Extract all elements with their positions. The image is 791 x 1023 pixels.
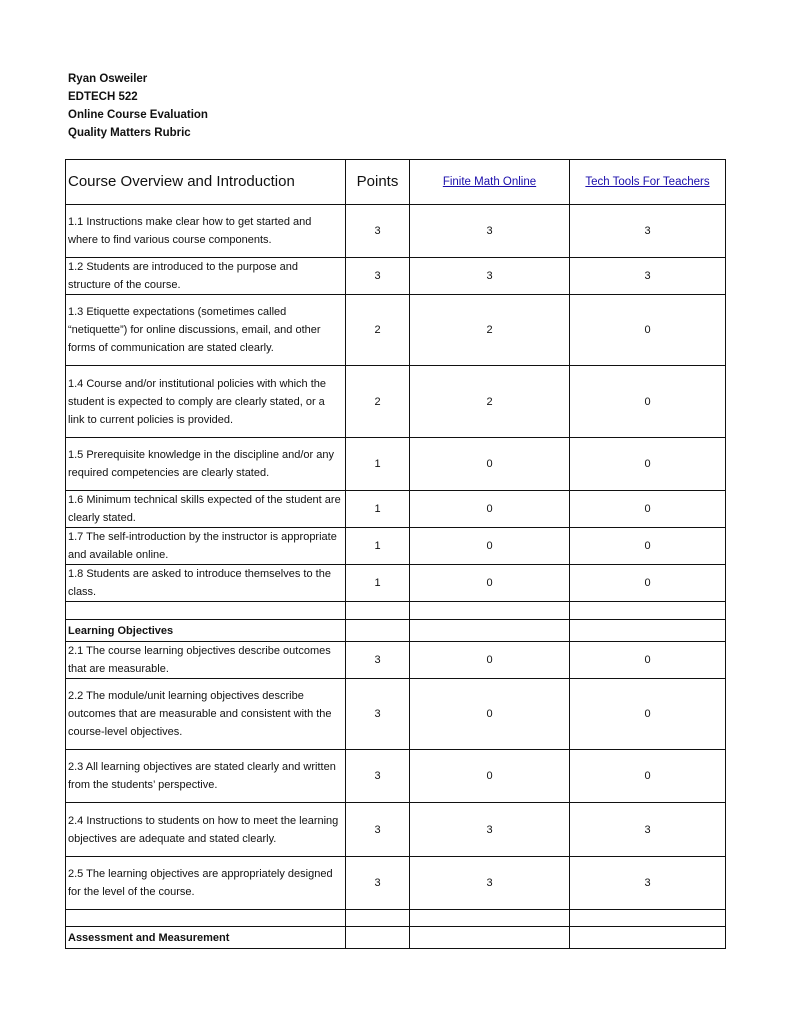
course-b-score: 3 [570, 803, 726, 857]
table-row [66, 438, 726, 491]
criterion-text: 2.3 All learning objectives are stated clearly and written from the students’ perspective. [66, 750, 346, 803]
points-value: 2 [346, 366, 410, 438]
table-row [66, 679, 726, 750]
assignment-title: Online Course Evaluation [68, 109, 208, 121]
section-title-course-overview: Course Overview and Introduction [66, 160, 346, 205]
table-row [66, 642, 726, 679]
points-value: 3 [346, 205, 410, 258]
criterion-text: 1.8 Students are asked to introduce themselves to the class. [66, 565, 346, 602]
course-a-score: 3 [410, 857, 570, 910]
header-row [66, 160, 726, 205]
table-row [66, 565, 726, 602]
course-b-score: 0 [570, 679, 726, 750]
criterion-text: 1.3 Etiquette expectations (sometimes called “netiquette”) for online discussions, email, and other forms of communication are stated clearly. [66, 295, 346, 366]
course-a-score: 0 [410, 750, 570, 803]
points-value: 1 [346, 565, 410, 602]
points-value: 1 [346, 528, 410, 565]
course-a-score: 3 [410, 803, 570, 857]
criterion-text: 2.4 Instructions to students on how to meet the learning objectives are adequate and stated clearly. [66, 803, 346, 857]
table-row [66, 750, 726, 803]
document-header [68, 70, 208, 142]
points-value: 2 [346, 295, 410, 366]
points-value: 1 [346, 491, 410, 528]
points-value: 3 [346, 258, 410, 295]
tech-tools-for-teachers-link[interactable]: Tech Tools For Teachers [585, 176, 710, 188]
course-a-score: 2 [410, 366, 570, 438]
course-b-score: 0 [570, 528, 726, 565]
course-a-score: 0 [410, 528, 570, 565]
table-row [66, 857, 726, 910]
table-row [66, 366, 726, 438]
author-name: Ryan Osweiler [68, 73, 148, 85]
points-value: 3 [346, 750, 410, 803]
points-value: 3 [346, 679, 410, 750]
course-a-score: 2 [410, 295, 570, 366]
course-a-score: 0 [410, 642, 570, 679]
course-b-score: 3 [570, 205, 726, 258]
course-a-score: 3 [410, 258, 570, 295]
section-row [66, 927, 726, 949]
course-b-score: 0 [570, 565, 726, 602]
course-b-score: 0 [570, 295, 726, 366]
criterion-text: 2.5 The learning objectives are appropriately designed for the level of the course. [66, 857, 346, 910]
criterion-text: 1.2 Students are introduced to the purpose and structure of the course. [66, 258, 346, 295]
course-b-score: 3 [570, 258, 726, 295]
course-b-header [570, 160, 726, 205]
course-b-score: 0 [570, 438, 726, 491]
course-a-score: 0 [410, 438, 570, 491]
course-a-score: 0 [410, 565, 570, 602]
criterion-text: 1.4 Course and/or institutional policies with which the student is expected to comply are clearly stated, or a link to current policies is provided. [66, 366, 346, 438]
rubric-title: Quality Matters Rubric [68, 127, 191, 139]
course-b-score: 0 [570, 750, 726, 803]
course-b-score: 0 [570, 366, 726, 438]
points-value: 3 [346, 803, 410, 857]
points-header: Points [346, 160, 410, 205]
course-code: EDTECH 522 [68, 91, 138, 103]
rubric-table [65, 159, 726, 949]
course-a-header [410, 160, 570, 205]
section-title-assessment: Assessment and Measurement [66, 927, 346, 949]
criterion-text: 1.6 Minimum technical skills expected of the student are clearly stated. [66, 491, 346, 528]
spacer-row [66, 602, 726, 620]
course-b-score: 0 [570, 642, 726, 679]
table-row [66, 803, 726, 857]
spacer-row [66, 910, 726, 927]
criterion-text: 2.2 The module/unit learning objectives describe outcomes that are measurable and consistent with the course-level objectives. [66, 679, 346, 750]
criterion-text: 2.1 The course learning objectives describe outcomes that are measurable. [66, 642, 346, 679]
table-row [66, 258, 726, 295]
course-a-score: 3 [410, 205, 570, 258]
criterion-text: 1.1 Instructions make clear how to get started and where to find various course components. [66, 205, 346, 258]
table-row [66, 528, 726, 565]
table-row [66, 205, 726, 258]
course-a-score: 0 [410, 491, 570, 528]
section-title-learning-objectives: Learning Objectives [66, 620, 346, 642]
table-row [66, 491, 726, 528]
criterion-text: 1.5 Prerequisite knowledge in the discipline and/or any required competencies are clearly stated. [66, 438, 346, 491]
course-b-score: 0 [570, 491, 726, 528]
points-value: 3 [346, 642, 410, 679]
finite-math-online-link[interactable]: Finite Math Online [442, 176, 537, 188]
table-row [66, 295, 726, 366]
course-b-score: 3 [570, 857, 726, 910]
section-row [66, 620, 726, 642]
criterion-text: 1.7 The self-introduction by the instructor is appropriate and available online. [66, 528, 346, 565]
points-value: 1 [346, 438, 410, 491]
points-value: 3 [346, 857, 410, 910]
course-a-score: 0 [410, 679, 570, 750]
